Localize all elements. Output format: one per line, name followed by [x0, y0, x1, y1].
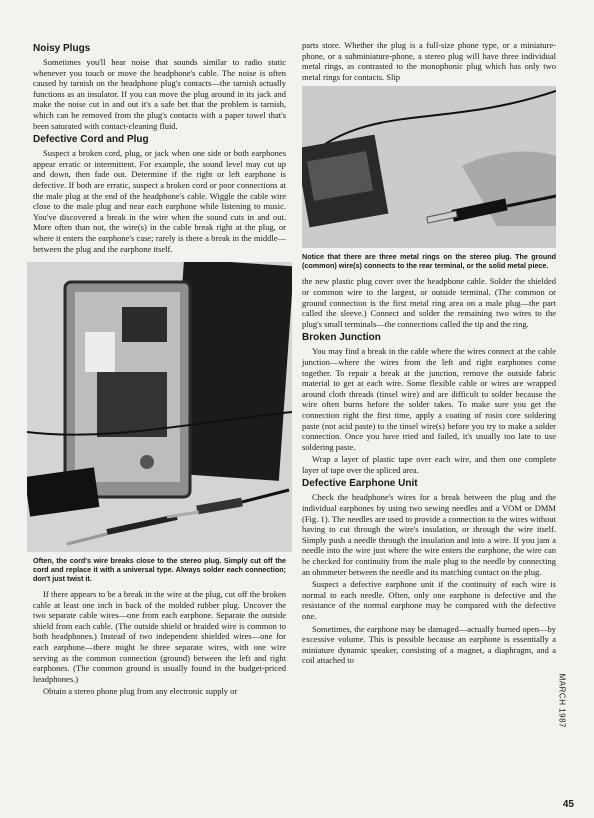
heading-defective-earphone: Defective Earphone Unit — [302, 478, 418, 490]
paragraph: Obtain a stereo phone plug from any electronic supply or — [43, 686, 238, 697]
margin-date: MARCH 1987 — [557, 673, 566, 728]
page-number: 45 — [562, 799, 574, 810]
figure-caption: Often, the cord's wire breaks close to the stereo plug. Simply cut off the cord and replace it with a universal type. Always solder each connection; don't just twist it. — [33, 556, 286, 584]
paragraph: Check the headphone's wires for a break between the plug and the individual earphones by using two sewing needles and a VOM or DMM (Fig. 1). The needles are used to provide a connection to the wires without having to cut through the wire's insulation, or through the wire itself. Simply push a needle through the insulation and into a wire. If you jam a needle into the wire just where the wire enters the earphone, the wire can be checked for continuity from the male plug to the needle by connecting an ohmmeter between the needle and its matching contact on the plug. — [302, 492, 556, 577]
paragraph: Wrap a layer of plastic tape over each wire, and then one complete layer of tape over the spliced area. — [302, 454, 556, 475]
paragraph: the new plastic plug cover over the headphone cable. Solder the shielded or common wire to the largest, or outside terminal. (The common or ground connection is the first metal ring area on a male plug—the part called the sleeve.) Connect and solder the remaining two wires to the plug's small terminals—the connections called the tip and the ring. — [302, 276, 556, 329]
left-column — [33, 40, 286, 699]
figure-caption: Notice that there are three metal rings on the stereo plug. The ground (common) wire(s) connects to the rear terminal, or the solid metal piece. — [302, 252, 556, 271]
photo-open-headphone — [27, 262, 292, 552]
paragraph: Sometimes, the earphone may be damaged—actually burned open—by excessive volume. This is possible because an earphone is essentially a miniature dynamic speaker, consisting of a magnet, a diaphragm, and a coil attached to — [302, 623, 556, 666]
photo-illustration — [302, 86, 556, 248]
paragraph: Sometimes you'll hear noise that sounds similar to radio static whenever you touch or move the headphone's cable. The noise is often caused by tarnish on the headphone plug's contacts—the tarnish actually functions as an insulator. If you can move the plug around in its jack and make the noise cut in and out it's a safe bet that the problem is tarnish, which can be removed from the plug's contacts with a paper towel that's been saturated with contact-cleaning fluid. — [33, 57, 286, 131]
photo-stereo-plug — [302, 86, 556, 248]
paragraph: Suspect a broken cord, plug, or jack when one side or both earphones appear erratic or intermittent. For example, the sound level may cut up and down, then fade out. Determine if the right or left earphone is defective. If both are erratic, suspect a broken cord or poor connections at the male plug at the end of the headphone's cable. Wiggle the cable wire close to the male plug and near each earphone while listening to music. You've discovered a break in the wire when the sound cuts in and out. More often than not, the wire(s) in the cable break right at the plug, or where it enters the earphone's case; rarely is there a break in the middle—between the plug and the earphone itself. — [33, 148, 286, 254]
heading-noisy-plugs: Noisy Plugs — [33, 43, 91, 54]
heading-broken-junction: Broken Junction — [302, 332, 381, 344]
paragraph: If there appears to be a break in the wire at the plug, cut off the broken cable at least one inch in back of the molded rubber plug. Uncover the two separate cable wires—one from each earphone. Separate the outside shield from each cable. (The outside shield or braided wire is common to both headphones.) Instead of two independent shielded wires—one for each earphone—there might be three separate wires, with one wire serving as the common connection (ground) between the left and right earphones. (The common ground is usually found in the budget-priced headphones.) — [33, 589, 286, 684]
paragraph: Suspect a defective earphone unit if the continuity of each wire is normal to each needle. Often, only one earphone is defective and the resistance of the normal earphone may be compared with the defective one. — [302, 579, 556, 621]
paragraph: parts store. Whether the plug is a full-size phone type, or a miniature-phone, or a subminiature-phone, a stereo plug will have three individual metal rings, as contrasted to the monophonic plug which has only two metal rings for contacts. Slip — [302, 40, 556, 82]
photo-illustration — [27, 262, 292, 552]
paragraph: You may find a break in the cable where the wires connect at the cable junction—where the wires from the left and right earphones come together. To repair a break at the junction, remove the outside fabric material to get at each wire. Some flexible cable or wires are wrapped around cloth threads (tinsel wire) and are difficult to solder because the wire often burns before the solder takes. To make sure you get the connection right the first time, apply a coating of rosin core soldering paste (not acid paste) to the tinsel wire(s) before you try to make a solder connection. Once you have tried and failed, it's usually too late to use soldering paste. — [302, 346, 556, 452]
heading-defective-cord: Defective Cord and Plug — [33, 134, 149, 146]
right-column — [302, 40, 556, 668]
